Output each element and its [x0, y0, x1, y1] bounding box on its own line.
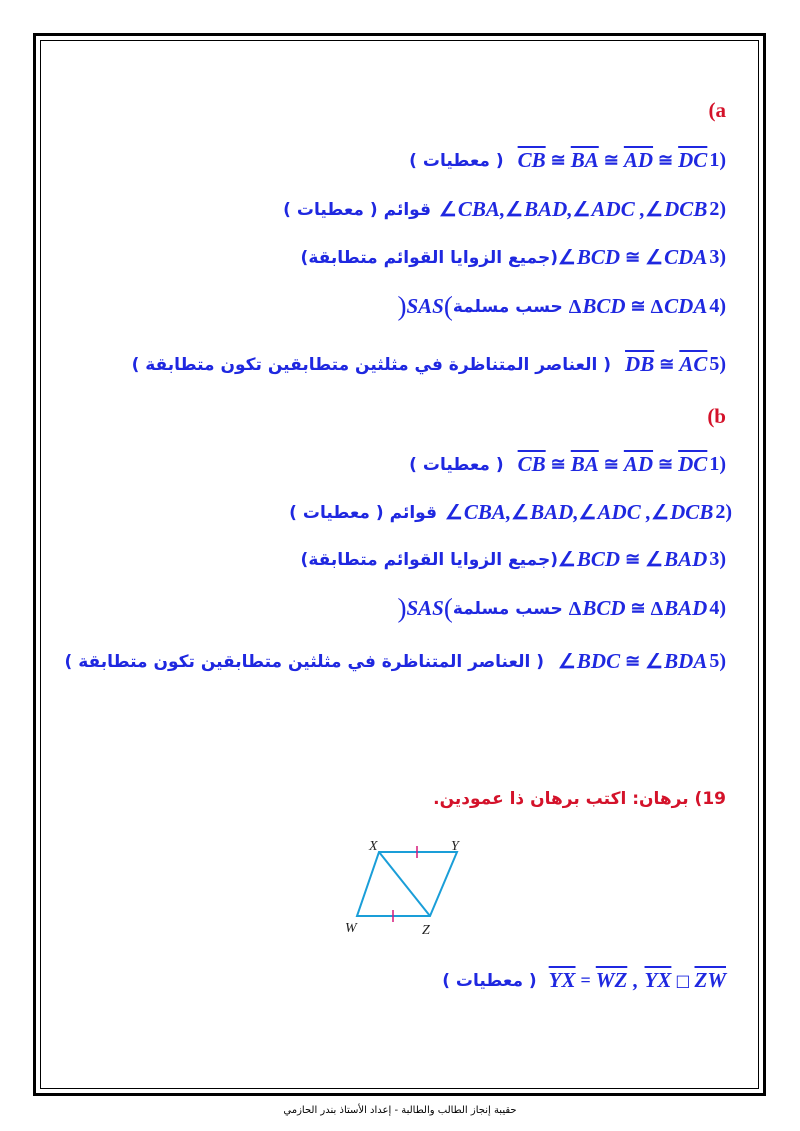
triangle: BCD [582, 294, 626, 318]
part-a-step-1: ( معطيات ) $\overline{CB}$ ≅ $\overline{BA}$ ≅ $\overline{AD}$ ≅ $\overline{DC}$ 1) [409, 148, 726, 172]
part-a-label: (a [708, 98, 726, 122]
segment: $\overline{BA}$ [570, 148, 599, 172]
triangle: BAD [664, 596, 708, 620]
reason: (جميع الزوايا القوائم متطابقة) [300, 549, 558, 570]
reason: (جميع الزوايا القوائم متطابقة) [300, 247, 558, 268]
step-number: 1) [709, 453, 726, 475]
angle: CDA [664, 245, 708, 269]
problem-19-given [442, 968, 726, 993]
angle: BCD [576, 245, 621, 269]
part-b-step-1: ( معطيات ) $\overline{CB}$ ≅ $\overline{BA}$ ≅ $\overline{AD}$ ≅ $\overline{DC}$ 1) [409, 452, 726, 476]
vertex-y-label: Y [451, 839, 459, 854]
segment: $\overline{ZW}$ [694, 968, 726, 992]
reason: ( العناصر المتناظرة في مثلثين متطابقين تكون متطابقة ) [131, 354, 612, 375]
equals-sign: = [580, 970, 591, 990]
part-a-step-2: ( معطيات ) قوائم ∠CBA, ∠BAD, ∠ADC , ∠DCB 2) [283, 197, 726, 221]
problem-19-heading: 19) برهان: اكتب برهان ذا عمودين. [433, 789, 726, 809]
reason: ( معطيات ) [409, 150, 504, 171]
reason: ( معطيات ) [289, 502, 384, 523]
reason: ( معطيات ) [283, 199, 378, 220]
angle: BAD [524, 197, 568, 221]
step-number: 3) [709, 548, 726, 570]
angle: ADC [591, 197, 635, 221]
segment: $\overline{CB}$ [517, 148, 546, 172]
vertex-z-label: Z [422, 923, 430, 938]
part-a-step-5: ( العناصر المتناظرة في مثلثين متطابقين تكون متطابقة ) $\overline{DB}$ ≅ $\overline{AC}$ 5) [131, 352, 726, 376]
segment: $\overline{CB}$ [517, 452, 546, 476]
postulate: SAS [406, 596, 444, 620]
part-b-step-3: (جميع الزوايا القوائم متطابقة) ∠BCD ≅ ∠BAD 3) [300, 547, 726, 571]
segment: $\overline{AD}$ [623, 452, 654, 476]
right-angles-word: قوائم [383, 199, 431, 220]
angle: BAD [664, 547, 708, 571]
angle: CBA [463, 500, 506, 524]
step-number: 1) [709, 149, 726, 171]
angle: BDA [664, 649, 708, 673]
triangle: BCD [582, 596, 626, 620]
step-number: 2) [715, 501, 732, 523]
segment: $\overline{BA}$ [570, 452, 599, 476]
angle: BAD [530, 500, 574, 524]
segment: $\overline{AC}$ [679, 352, 708, 376]
reason: حسب مسلمة [452, 296, 563, 317]
vertex-x-label: X [369, 839, 378, 854]
footer-text: حقيبة إنجاز الطالب والطالبة - إعداد الأستاذ بندر الحازمي [283, 1105, 517, 1116]
angle: BDC [576, 649, 621, 673]
reason: ( معطيات ) [442, 970, 537, 991]
step-number: 5) [709, 353, 726, 375]
segment: $\overline{DC}$ [678, 452, 708, 476]
separator: , [633, 968, 639, 992]
step-number: 4) [709, 597, 726, 619]
parallelogram-shape [357, 852, 457, 916]
part-b-step-2: ( معطيات ) قوائم ∠CBA, ∠BAD, ∠ADC , ∠DCB 2) [289, 500, 732, 524]
part-b-label: (b [707, 404, 726, 428]
step-number: 3) [709, 246, 726, 268]
step-number: 5) [709, 650, 726, 672]
angle: CBA [457, 197, 500, 221]
segment: $\overline{WZ}$ [595, 968, 628, 992]
angle: DCB [664, 197, 708, 221]
postulate: SAS [406, 294, 444, 318]
reason: ( معطيات ) [409, 454, 504, 475]
segment: $\overline{YX}$ [644, 968, 672, 992]
step-number: 4) [709, 295, 726, 317]
part-b-step-4: ) SAS ( حسب مسلمة ΔBCD ≅ ΔBAD 4) [397, 593, 726, 623]
parallel-symbol-placeholder: □ [675, 971, 691, 990]
step-number: 2) [709, 198, 726, 220]
segment: $\overline{DB}$ [625, 352, 655, 376]
part-b-step-5: ( العناصر المتناظرة في مثلثين متطابقين تكون متطابقة ) ∠BDC ≅ ∠BDA 5) [64, 649, 726, 673]
diagonal-xz [379, 852, 430, 916]
reason: حسب مسلمة [452, 598, 563, 619]
vertex-w-label: W [345, 921, 357, 936]
parallelogram-figure [335, 830, 475, 940]
segment: $\overline{YX}$ [548, 968, 576, 992]
segment: $\overline{DC}$ [678, 148, 708, 172]
part-a-step-3: (جميع الزوايا القوائم متطابقة) ∠BCD ≅ ∠CDA 3) [300, 245, 726, 269]
triangle: CDA [664, 294, 708, 318]
segment: $\overline{AD}$ [623, 148, 654, 172]
angle: ADC [597, 500, 641, 524]
part-a-step-4: ) SAS ( حسب مسلمة ΔBCD ≅ ΔCDA 4) [397, 291, 726, 321]
right-angles-word: قوائم [389, 502, 437, 523]
angle: DCB [670, 500, 714, 524]
angle: BCD [576, 547, 621, 571]
reason: ( العناصر المتناظرة في مثلثين متطابقين تكون متطابقة ) [64, 651, 544, 672]
